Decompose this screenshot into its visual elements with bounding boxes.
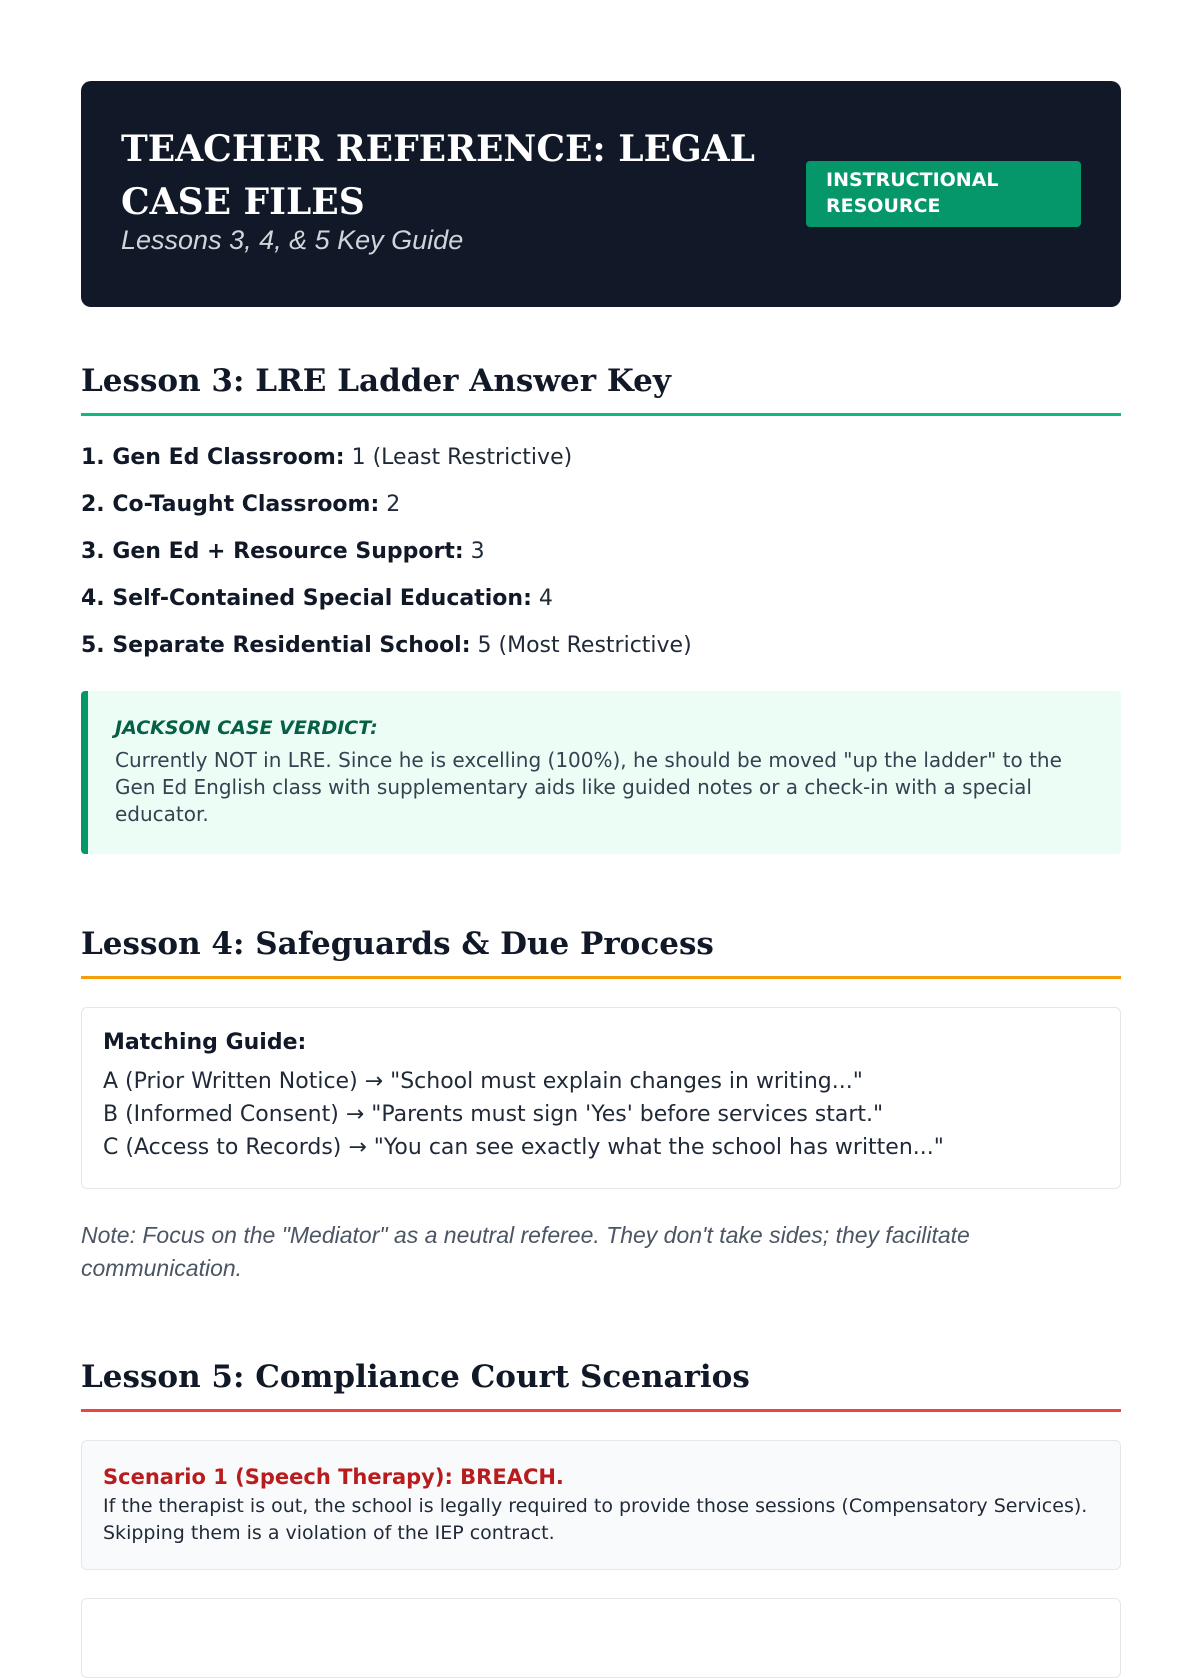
page-title: TEACHER REFERENCE: LEGAL CASE FILES: [121, 128, 755, 223]
matching-guide-title: Matching Guide:: [103, 1030, 307, 1055]
matching-guide-box: [81, 1007, 1121, 1189]
list-item: [81, 481, 1121, 528]
ladder-label: 5. Separate Residential School:: [81, 633, 471, 658]
verdict-text: Currently NOT in LRE. Since he is excelling (100%), he should be moved "up the ladder" to the Gen Ed English class with supplementary aids like guided notes or a check-in with a special educator.: [115, 748, 1062, 826]
list-item: [81, 622, 1121, 669]
list-item: [81, 575, 1121, 622]
scenario-text: If the therapist is out, the school is legally required to provide those sessions (Compensatory Services). Skipping them is a violation of the IEP contract.: [103, 1495, 1088, 1544]
scenario-card: [81, 1440, 1121, 1570]
matching-item: B (Informed Consent) → "Parents must sign 'Yes' before services start.": [103, 1102, 884, 1127]
lesson4-title: Lesson 4: Safeguards & Due Process: [81, 926, 1121, 979]
scenario-title: Scenario 1 (Speech Therapy): BREACH.: [103, 1465, 564, 1489]
jackson-verdict-callout: [81, 691, 1121, 854]
header-banner: [81, 81, 1121, 307]
ladder-label: 2. Co-Taught Classroom:: [81, 492, 380, 517]
lre-ladder-list: [81, 434, 1121, 669]
page-subtitle: Lessons 3, 4, & 5 Key Guide: [121, 225, 464, 255]
mediator-note: Note: Focus on the "Mediator" as a neutral referee. They don't take sides; they facilitate communication.: [81, 1222, 970, 1281]
resource-badge: INSTRUCTIONAL RESOURCE: [806, 161, 1081, 227]
list-item: [81, 528, 1121, 575]
list-item: [81, 434, 1121, 481]
document-page: [81, 81, 1121, 1678]
verdict-title: JACKSON CASE VERDICT:: [115, 717, 378, 739]
ladder-label: 3. Gen Ed + Resource Support:: [81, 539, 464, 564]
ladder-value: 1 (Least Restrictive): [351, 445, 573, 470]
matching-item: C (Access to Records) → "You can see exactly what the school has written...": [103, 1135, 944, 1160]
matching-item: A (Prior Written Notice) → "School must explain changes in writing...": [103, 1069, 863, 1094]
ladder-value: 2: [386, 492, 401, 517]
ladder-label: 1. Gen Ed Classroom:: [81, 445, 345, 470]
ladder-value: 4: [538, 586, 553, 611]
scenario-card-partial: [81, 1598, 1121, 1678]
lesson5-title: Lesson 5: Compliance Court Scenarios: [81, 1359, 1121, 1412]
ladder-value: 5 (Most Restrictive): [477, 633, 692, 658]
ladder-label: 4. Self-Contained Special Education:: [81, 586, 532, 611]
lesson3-title: Lesson 3: LRE Ladder Answer Key: [81, 363, 1121, 416]
ladder-value: 3: [470, 539, 485, 564]
